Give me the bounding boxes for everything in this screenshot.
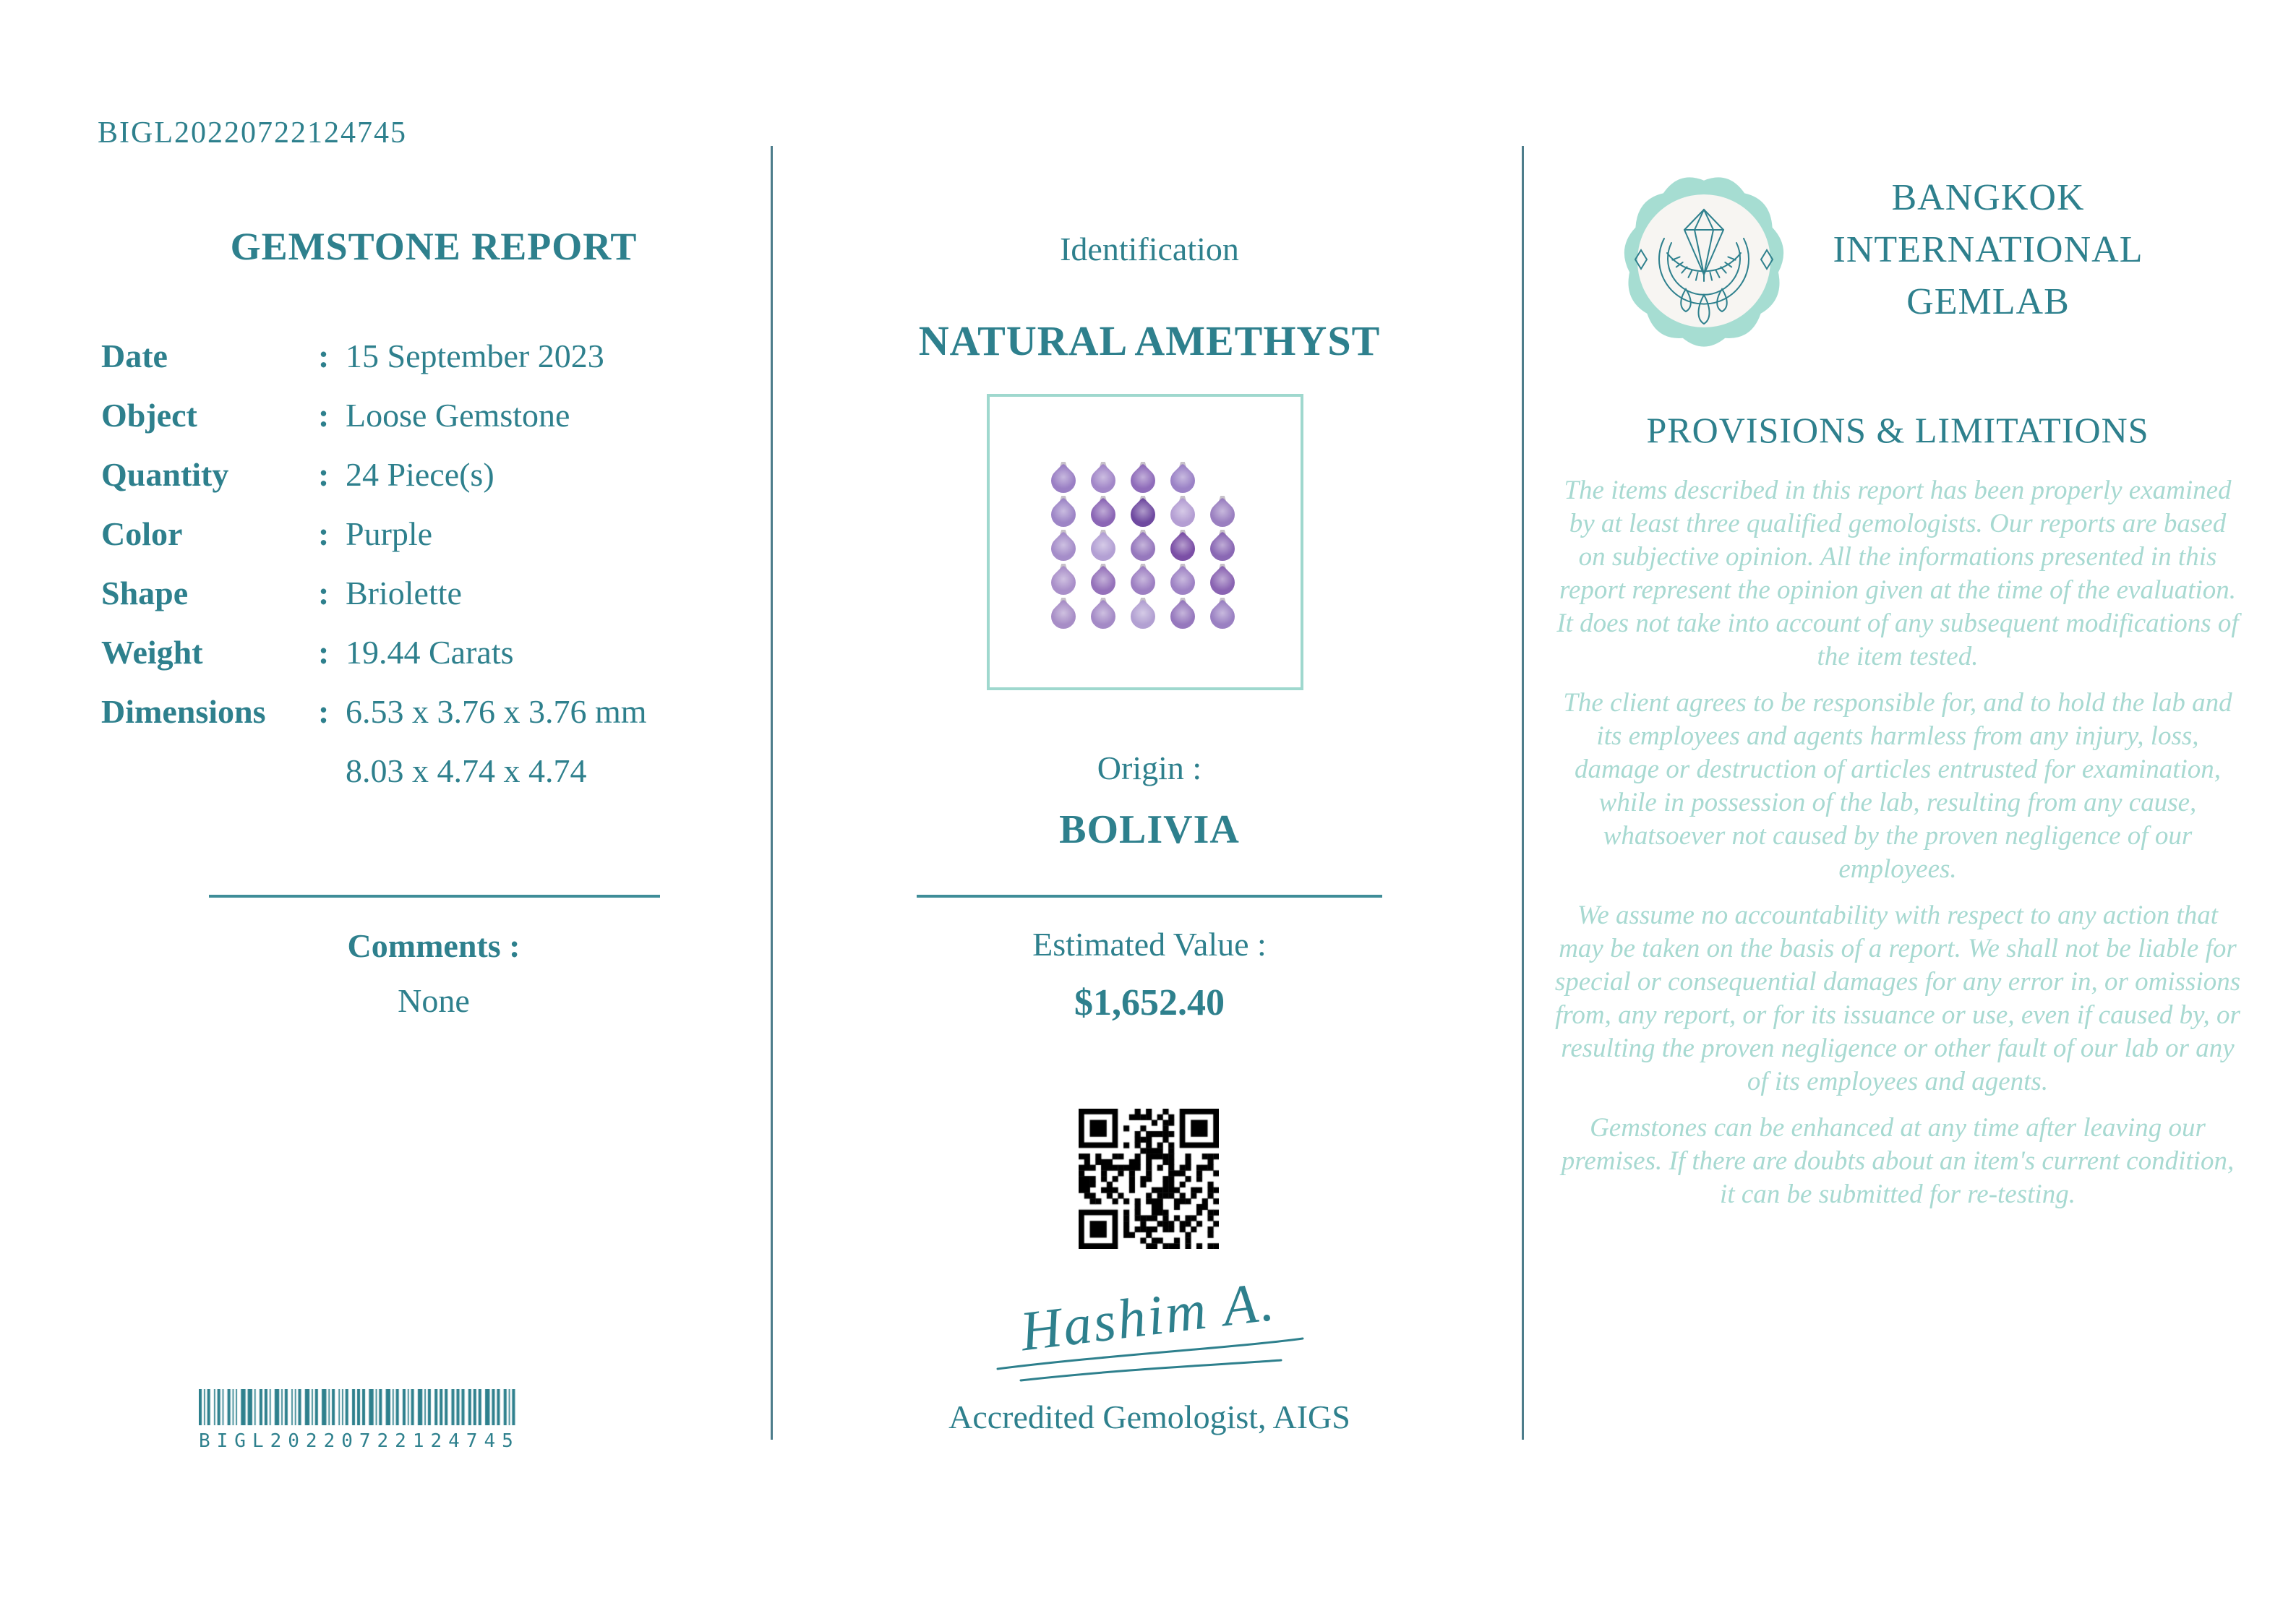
gem-drop-body [1165,565,1200,600]
column-divider-left [771,146,773,1440]
identification-label: Identification [1060,231,1239,267]
gem-drop [1049,564,1078,598]
gem-drop-body [1086,497,1121,532]
gem-drop-body [1046,599,1081,634]
signatory-title: Accredited Gemologist, AIGS [948,1399,1350,1435]
gemstone-fields [101,338,766,812]
gem-drop [1168,496,1197,530]
gem-drop-body [1046,463,1081,498]
gem-drop [1128,496,1157,530]
gem-drop [1168,564,1197,598]
field-colon: : [318,634,330,671]
gem-drop-body [1165,531,1200,566]
gem-drop-body [1205,497,1240,532]
gem-drop [1089,564,1118,598]
identification-value: NATURAL AMETHYST [918,317,1381,364]
gem-drop [1089,496,1118,530]
gem-drop-body [1086,565,1121,600]
provisions-paragraphs [1554,474,2241,1224]
left-divider-rule [209,895,660,898]
barcode [199,1389,520,1452]
field-row [101,635,766,671]
gem-drop-body [1205,565,1240,600]
provisions-paragraph: The client agrees to be responsible for, and to hold the lab and its employees and agents harmless from any injury, loss, damage or destruction of articles entrusted for examination, while in possession of the lab, resulting from any cause, whatsoever not caused by the proven negligence of our employees. [1563,688,2232,884]
field-value: Purple [346,515,433,552]
field-value: 6.53 x 3.76 x 3.76 mm 8.03 x 4.74 x 4.74 [346,694,766,789]
gem-drop [1168,598,1197,632]
gem-drop-body [1046,497,1081,532]
field-colon: : [318,338,330,374]
gem-drop [1128,564,1157,598]
estimated-value-label: Estimated Value : [1032,926,1267,963]
gem-drop [1128,530,1157,564]
gem-drop [1168,462,1197,497]
field-row [101,694,766,789]
signature [954,1259,1345,1404]
field-colon: : [318,693,330,730]
barcode-text: BIGL20220722124745 [199,1430,520,1452]
gem-drop [1168,530,1197,564]
gem-drop-body [1165,497,1200,532]
field-colon: : [318,456,330,493]
gem-drop [1089,462,1118,497]
gem-photo-frame [987,394,1303,690]
field-value: Loose Gemstone [346,397,570,434]
comments-label: Comments : [347,927,521,964]
gem-drop-body [1126,531,1160,566]
gem-photo [1049,462,1244,635]
gem-drop [1128,462,1157,497]
field-label: Dimensions [101,693,266,730]
barcode-bars [199,1389,515,1425]
estimated-value: $1,652.40 [1074,982,1225,1023]
column-divider-right [1522,146,1524,1440]
lab-logo-icon [1614,165,1794,357]
field-colon: : [318,397,330,434]
gem-drop [1089,598,1118,632]
field-label: Date [101,338,168,374]
lab-name [1786,172,2190,328]
gem-drop-body [1126,463,1160,498]
gem-drop [1049,598,1078,632]
gem-drop-body [1086,531,1121,566]
provisions-paragraph: We assume no accountability with respect to any action that may be taken on the basis of a report. We shall not be liable for special or consequential damages for any error in, or omissions from, any report, or for its issuance or use, even if caused by, or resulting the proven negligence or other fault of our lab or any of its employees and agents. [1554,901,2241,1096]
gem-drop [1049,496,1078,530]
report-title: GEMSTONE REPORT [230,225,638,268]
provisions-paragraph: The items described in this report has been properly examined by at least three qualified gemologists. Our reports are based on subjective opinion. All the informations presented in this report represent the opinion given at the time of the evaluation. It does not take into account of any subsequent modifications of the item tested. [1556,476,2239,671]
field-value: 19.44 Carats [346,634,514,671]
field-colon: : [318,515,330,552]
lab-name-line: BANGKOK [1891,177,2085,218]
comments-value: None [398,982,470,1019]
gem-drop-body [1126,565,1160,600]
gem-drop [1049,462,1078,497]
provisions-paragraph: Gemstones can be enhanced at any time after leaving our premises. If there are doubts about an item's current condition, it can be submitted for re-testing. [1561,1113,2235,1209]
field-value: 15 September 2023 [346,338,604,374]
lab-name-line: GEMLAB [1906,281,2070,322]
gem-drop [1208,598,1237,632]
qr-code [1079,1109,1219,1249]
field-value: Briolette [346,575,462,611]
signature-flourish-icon [1021,1360,1281,1380]
gem-drop-body [1046,531,1081,566]
gem-drop-body [1126,599,1160,634]
field-label: Shape [101,575,189,611]
origin-label: Origin : [1097,749,1202,786]
field-row [101,575,766,611]
field-row [101,398,766,434]
field-colon: : [318,575,330,611]
field-value-line2: 8.03 x 4.74 x 4.74 [346,752,587,789]
gem-drop [1208,530,1237,564]
field-label: Quantity [101,456,229,493]
field-label: Color [101,515,183,552]
gem-drop [1089,530,1118,564]
field-label: Weight [101,634,203,671]
gem-drop-body [1205,531,1240,566]
gem-drop-body [1086,599,1121,634]
gem-drop [1208,564,1237,598]
origin-value: BOLIVIA [1059,807,1240,852]
gem-drop [1049,530,1078,564]
middle-divider-rule [917,895,1382,898]
gem-drop-body [1205,599,1240,634]
field-value: 24 Piece(s) [346,456,494,493]
gem-drop [1128,598,1157,632]
field-row [101,457,766,493]
gem-drop-body [1165,463,1200,498]
gem-drop-body [1126,497,1160,532]
report-number: BIGL20220722124745 [98,116,407,150]
signature-text: Hashim A. [1016,1268,1280,1363]
field-row [101,338,766,374]
gem-drop-body [1086,463,1121,498]
field-row [101,516,766,552]
field-label: Object [101,397,197,434]
lab-name-line: INTERNATIONAL [1833,229,2143,270]
gem-drop-body [1165,599,1200,634]
provisions-title: PROVISIONS & LIMITATIONS [1646,410,2149,450]
gem-drop [1208,496,1237,530]
gem-drop-body [1046,565,1081,600]
